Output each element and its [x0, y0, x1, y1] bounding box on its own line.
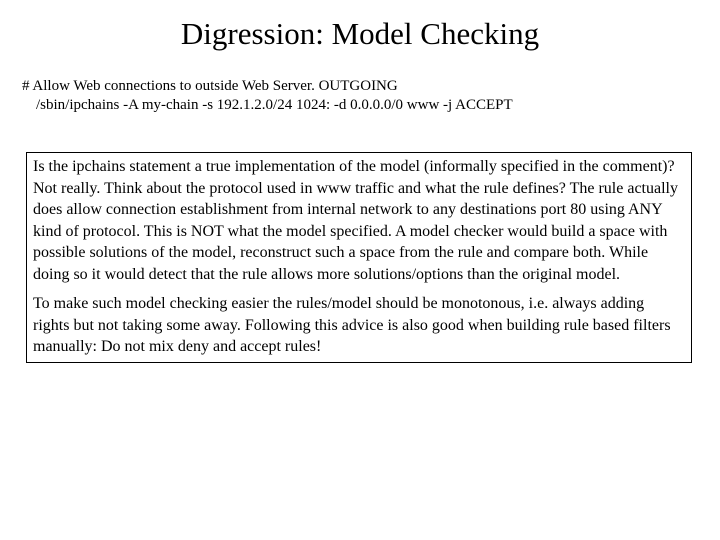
explanation-paragraph-2: To make such model checking easier the rules/model should be monotonous, i.e. always adding rights but not taking some away. Following this advice is also good when building rule based filters manually: Do not mix deny and accept rules! — [33, 295, 671, 355]
explanation-box — [26, 152, 692, 363]
slide-title: Digression: Model Checking — [180, 16, 540, 51]
explanation-paragraph-1: Is the ipchains statement a true implementation of the model (informally specified in the comment)? Not really. Think about the protocol used in www traffic and what the rule defines? The rule actually does allow connection establishment from internal network to any destinations port 80 using ANY kind of protocol. This is NOT what the model specified. A model checker would build a space with possible solutions of the model, reconstruct such a space from the rule and compare both. While doing so it would detect that the rule allows more solutions/options than the original model. — [33, 158, 678, 283]
ipchains-command-line: /sbin/ipchains -A my-chain -s 192.1.2.0/24 1024: -d 0.0.0.0/0 www -j ACCEPT — [36, 97, 513, 113]
ipchains-code-block — [22, 77, 513, 115]
rule-comment-line: # Allow Web connections to outside Web Server. OUTGOING — [22, 78, 398, 94]
